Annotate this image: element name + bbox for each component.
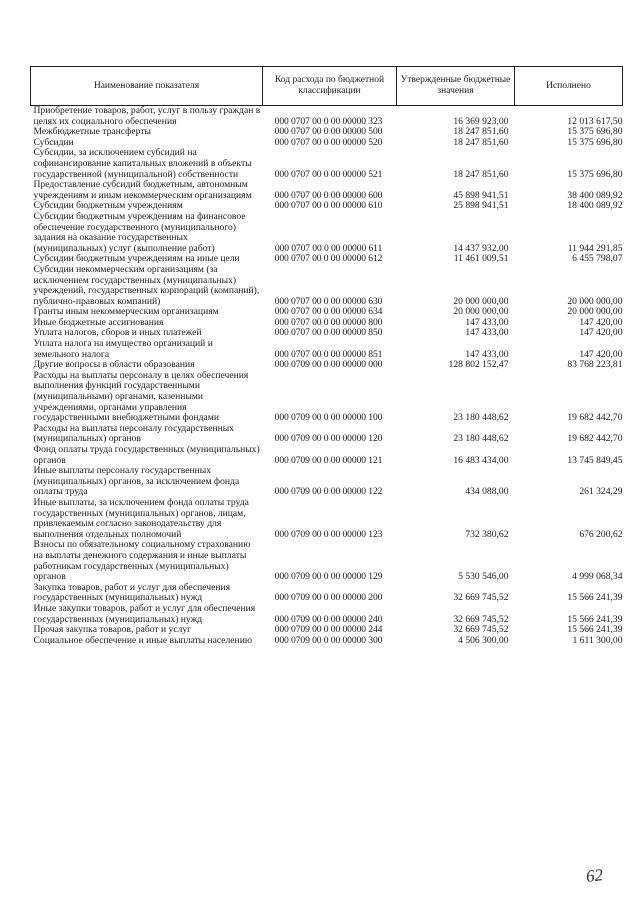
row-approved: 20 000 000,00 — [453, 306, 509, 318]
row-code: 000 0707 00 0 00 00000 630 — [274, 295, 383, 307]
row-code: 000 0707 00 0 00 00000 800 — [274, 316, 383, 328]
row-code: 000 0709 00 0 00 00000 300 — [274, 634, 383, 646]
row-name: Субсидии бюджетным учреждениям на финансовое обеспечение государственного (муниципального) задания на оказание государственных (муниципальных) услуг (выполнение работ) — [33, 210, 246, 254]
row-executed: 261 324,29 — [579, 486, 623, 498]
row-name: Иные закупки товаров, работ и услуг для обеспечения государственных (муниципальных) нужд — [33, 602, 256, 625]
row-code: 000 0707 00 0 00 00000 612 — [274, 253, 383, 265]
row-name: Расходы на выплаты персоналу государственных (муниципальных) органов — [33, 422, 235, 445]
row-code: 000 0707 00 0 00 00000 521 — [274, 168, 383, 180]
row-approved: 32 669 745,52 — [453, 592, 509, 604]
row-executed: 19 682 442,70 — [567, 433, 623, 445]
row-name: Приобретение товаров, работ, услуг в пользу граждан в целях их социального обеспечения — [33, 105, 261, 127]
row-executed: 15 375 696,80 — [567, 126, 623, 138]
table-row — [31, 498, 623, 540]
row-executed: 147 420,00 — [579, 327, 623, 339]
table-row — [31, 445, 623, 466]
table-row — [31, 339, 623, 360]
row-approved: 147 433,00 — [465, 316, 509, 328]
table-row — [31, 466, 623, 498]
row-code: 000 0707 00 0 00 00000 850 — [274, 327, 383, 339]
table-header-row — [31, 67, 623, 106]
table-row — [31, 106, 623, 128]
row-name: Субсидии бюджетным учреждениям на иные цели — [33, 253, 240, 265]
header-indicator-name: Наименование показателя — [31, 67, 263, 106]
row-executed: 147 420,00 — [579, 348, 623, 360]
row-executed: 18 400 089,92 — [567, 200, 623, 212]
row-code: 000 0709 00 0 00 00000 122 — [274, 486, 383, 498]
row-executed: 147 420,00 — [579, 316, 623, 328]
table-row — [31, 583, 623, 604]
budget-execution-document — [30, 66, 622, 646]
row-code: 000 0707 00 0 00 00000 520 — [274, 136, 383, 148]
row-name: Иные выплаты, за исключением фонда оплаты труда государственных (муниципальных) органов, лицам, привлекаемым согласно законодательству для выполнения отдельных полномочий — [33, 496, 249, 540]
row-code: 000 0709 00 0 00 00000 240 — [274, 613, 383, 625]
row-approved: 18 247 851,60 — [453, 136, 509, 148]
row-approved: 147 433,00 — [465, 327, 509, 339]
table-row — [31, 212, 623, 254]
table-row — [31, 636, 623, 647]
row-name: Субсидии бюджетным учреждениям — [33, 200, 183, 212]
row-code: 000 0709 00 0 00 00000 000 — [274, 359, 383, 371]
row-approved: 11 461 009,51 — [453, 253, 509, 265]
table-row — [31, 265, 623, 307]
row-executed: 12 013 617,50 — [567, 115, 623, 127]
row-executed: 676 200,62 — [579, 528, 623, 540]
row-code: 000 0709 00 0 00 00000 121 — [274, 454, 383, 466]
row-code: 000 0709 00 0 00 00000 120 — [274, 433, 383, 445]
row-name: Уплата налогов, сборов и иных платежей — [33, 327, 202, 339]
header-approved-values: Утвержденные бюджетные значения — [397, 67, 515, 106]
row-approved: 20 000 000,00 — [453, 295, 509, 307]
row-approved: 18 247 851,60 — [453, 168, 509, 180]
row-name: Закупка товаров, работ и услуг для обеспечения государственных (муниципальных) нужд — [33, 581, 231, 604]
row-executed: 15 566 241,39 — [567, 613, 623, 625]
row-approved: 4 506 300,00 — [458, 634, 509, 646]
row-approved: 32 669 745,52 — [453, 624, 509, 636]
table-row — [31, 540, 623, 582]
header-executed: Исполнено — [515, 67, 623, 106]
header-expense-code: Код расхода по бюджетной классификации — [263, 67, 397, 106]
row-name: Фонд оплаты труда государственных (муниципальных) органов — [33, 444, 260, 466]
row-approved: 147 433,00 — [465, 348, 509, 360]
row-name: Субсидии, за исключением субсидий на софинансирование капитальных вложений в объекты государственной (муниципальной) собственности — [33, 147, 252, 180]
row-executed: 15 375 696,80 — [567, 168, 623, 180]
row-name: Субсидии — [33, 136, 74, 148]
row-executed: 83 768 223,81 — [567, 359, 623, 371]
row-executed: 19 682 442,70 — [567, 412, 623, 424]
row-name: Прочая закупка товаров, работ и услуг — [33, 624, 192, 636]
row-executed: 11 944 291,85 — [567, 242, 623, 254]
table-row — [31, 148, 623, 180]
row-approved: 5 530 546,00 — [458, 571, 509, 583]
row-name: Иные выплаты персоналу государственных (муниципальных) органов, за исключением фонда оплаты труда — [33, 465, 240, 498]
row-code: 000 0709 00 0 00 00000 129 — [274, 571, 383, 583]
row-approved: 16 483 434,00 — [453, 454, 509, 466]
row-executed: 15 566 241,39 — [567, 624, 623, 636]
row-code: 000 0709 00 0 00 00000 200 — [274, 592, 383, 604]
row-approved: 23 180 448,62 — [453, 412, 509, 424]
row-executed: 20 000 000,00 — [567, 306, 623, 318]
row-approved: 732 380,62 — [465, 528, 509, 540]
row-approved: 32 669 745,52 — [453, 613, 509, 625]
row-approved: 128 802 152,47 — [448, 359, 509, 371]
row-executed: 38 400 089,92 — [567, 189, 623, 201]
row-executed: 4 999 068,34 — [572, 571, 623, 583]
row-name: Взносы по обязательному социальному страхованию на выплаты денежного содержания и иные выплаты работникам государственных (муниципальных) органов — [33, 539, 251, 583]
row-executed: 6 455 798,07 — [572, 253, 623, 265]
row-code: 000 0709 00 0 00 00000 100 — [274, 412, 383, 424]
row-code: 000 0709 00 0 00 00000 244 — [274, 624, 383, 636]
row-approved: 45 898 941,51 — [453, 189, 509, 201]
row-executed: 15 375 696,80 — [567, 136, 623, 148]
row-code: 000 0707 00 0 00 00000 851 — [274, 348, 383, 360]
row-code: 000 0709 00 0 00 00000 123 — [274, 528, 383, 540]
budget-table — [30, 66, 623, 646]
table-row — [31, 371, 623, 424]
table-body — [31, 106, 623, 647]
row-name: Социальное обеспечение и иные выплаты населению — [33, 634, 252, 646]
row-name: Иные бюджетные ассигнования — [33, 316, 164, 328]
row-code: 000 0707 00 0 00 00000 600 — [274, 189, 383, 201]
row-name: Гранты иным некоммерческим организациям — [33, 306, 219, 318]
row-executed: 13 745 849,45 — [567, 454, 623, 466]
page-number: 62 — [585, 865, 604, 886]
row-code: 000 0707 00 0 00 00000 323 — [274, 115, 383, 127]
table-row — [31, 424, 623, 445]
row-approved: 14 437 932,00 — [453, 242, 509, 254]
row-approved: 23 180 448,62 — [453, 433, 509, 445]
row-approved: 434 088,00 — [465, 486, 509, 498]
row-name: Субсидии некоммерческим организациям (за исключением государственных (муниципальных) учреждений, государственных корпораций (компаний), публично-правовых компаний) — [33, 263, 260, 307]
row-executed: 20 000 000,00 — [567, 295, 623, 307]
row-name: Другие вопросы в области образования — [33, 359, 195, 371]
row-approved: 25 898 941,51 — [453, 200, 509, 212]
row-name: Расходы на выплаты персоналу в целях обеспечения выполнения функций государственными (муниципальными) органами, казенными учреждениями, органами управления государственными внебюджетными фондами — [33, 369, 249, 424]
row-code: 000 0707 00 0 00 00000 634 — [274, 306, 383, 318]
row-name: Межбюджетные трансферты — [33, 126, 151, 138]
table-row — [31, 180, 623, 201]
row-name: Уплата налога на имущество организаций и земельного налога — [33, 338, 213, 360]
row-code: 000 0707 00 0 00 00000 610 — [274, 200, 383, 212]
row-code: 000 0707 00 0 00 00000 611 — [274, 242, 383, 254]
row-code: 000 0707 00 0 00 00000 500 — [274, 126, 383, 138]
row-name: Предоставление субсидий бюджетным, автономным учреждениям и иным некоммерческим организациям — [33, 179, 252, 201]
table-row — [31, 604, 623, 625]
row-approved: 18 247 851,60 — [453, 126, 509, 138]
row-approved: 16 369 923,00 — [453, 115, 509, 127]
row-executed: 15 566 241,39 — [567, 592, 623, 604]
row-executed: 1 611 300,00 — [572, 634, 623, 646]
